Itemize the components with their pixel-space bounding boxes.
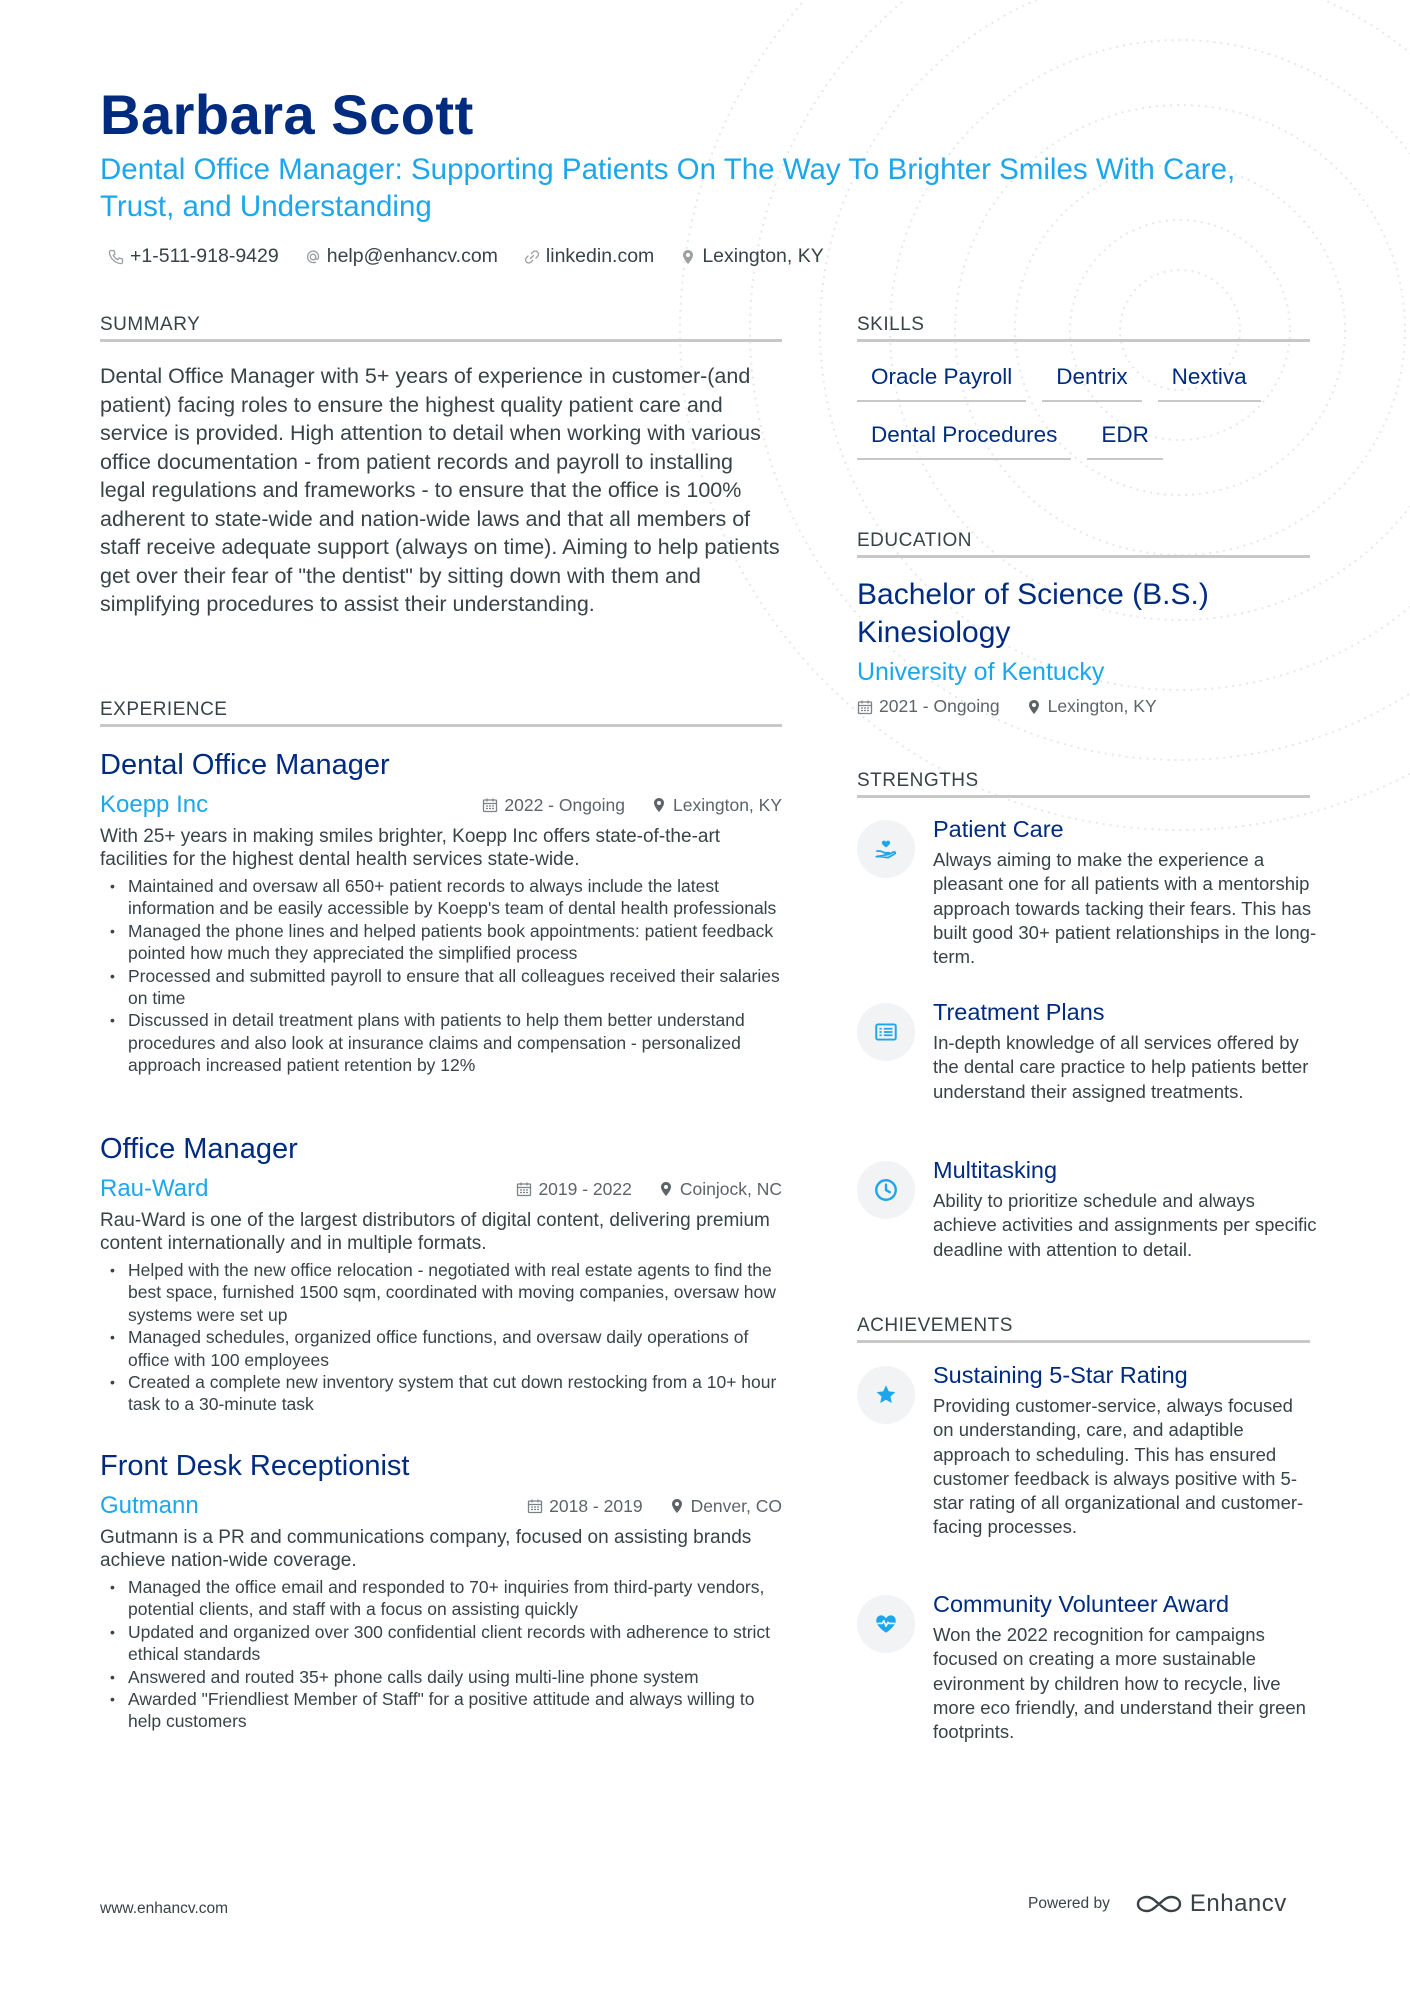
bullet-item: • Updated and organized over 300 confidential client records with adherence to strict ethical standards <box>100 1621 782 1666</box>
strength-title: Treatment Plans <box>933 999 1105 1025</box>
skills-heading: SKILLS <box>857 314 925 335</box>
calendar-icon <box>527 1498 543 1514</box>
bullet-item: • Managed the office email and responded to 70+ inquiries from third-party vendors, potential clients, and staff with a focus on assisting quickly <box>100 1576 782 1621</box>
achievements-divider <box>857 1340 1310 1343</box>
experience-divider <box>100 724 782 727</box>
brand-logo[interactable] <box>1136 1890 1287 1918</box>
degree-title: Bachelor of Science (B.S.) Kinesiology <box>857 578 1209 649</box>
job-bullets <box>100 875 782 1077</box>
achievements-heading: ACHIEVEMENTS <box>857 1315 1013 1336</box>
link-icon <box>524 249 540 265</box>
job-header-row <box>100 789 782 821</box>
school-name: University of Kentucky <box>857 658 1105 686</box>
achievement-item <box>857 1589 1317 1744</box>
job-location-text: Lexington, KY <box>673 794 782 815</box>
bullet-item: • Awarded "Friendliest Member of Staff" for a positive attitude and always willing to help customers <box>100 1688 782 1733</box>
summary-divider <box>100 339 782 342</box>
strength-body <box>933 814 1317 969</box>
achievement-title: Sustaining 5-Star Rating <box>933 1362 1188 1388</box>
job-location <box>669 1496 782 1517</box>
contact-location-text: Lexington, KY <box>702 245 824 267</box>
strength-icon-wrap <box>857 1003 915 1061</box>
job-dates-text: 2019 - 2022 <box>538 1178 632 1199</box>
strengths-heading: STRENGTHS <box>857 770 979 791</box>
company-name: Koepp Inc <box>100 791 209 818</box>
enhancv-logo-icon <box>1136 1892 1182 1916</box>
brand-name: Enhancv <box>1189 1890 1287 1917</box>
education-dates <box>857 696 1000 717</box>
location-icon <box>658 1181 674 1197</box>
strength-body <box>933 997 1317 1104</box>
achievement-icon-wrap <box>857 1366 915 1424</box>
company-description: With 25+ years in making smiles brighter, Koepp Inc offers state-of-the-art facilities for the highest dental health services state-wide. <box>100 826 721 870</box>
skill-tag: Dentrix <box>1042 364 1141 402</box>
contact-linkedin[interactable] <box>524 245 654 268</box>
job-location-text: Denver, CO <box>690 1495 782 1516</box>
job-dates <box>516 1179 631 1200</box>
footer-branding <box>1028 1890 1287 1918</box>
job-meta <box>482 795 782 816</box>
bullet-item: • Processed and submitted payroll to ensure that all colleagues received their salaries on time <box>100 965 782 1010</box>
achievement-body <box>933 1360 1317 1540</box>
location-icon <box>1026 699 1042 715</box>
education-dates-text: 2021 - Ongoing <box>879 696 1000 716</box>
strength-text: In-depth knowledge of all services offered by the dental care practice to help patients better understand their assigned treatments. <box>933 1032 1309 1102</box>
summary-heading: SUMMARY <box>100 314 201 335</box>
job-meta <box>516 1179 782 1200</box>
job-entry <box>100 747 782 1077</box>
strength-text: Ability to prioritize schedule and always achieve activities and assignments per specific deadline with attention to detail. <box>933 1190 1317 1260</box>
strength-item <box>857 997 1317 1104</box>
bullet-item: • Helped with the new office relocation - negotiated with real estate agents to find the best space, furnished 1500 sqm, coordinated with moving companies, oversaw how systems were set up <box>100 1259 782 1326</box>
achievement-title: Community Volunteer Award <box>933 1591 1230 1617</box>
skills-list <box>857 364 1317 480</box>
job-dates-text: 2022 - Ongoing <box>504 794 626 815</box>
education-divider <box>857 555 1310 558</box>
job-location <box>651 795 782 816</box>
job-entry <box>100 1131 782 1416</box>
job-title: Front Desk Receptionist <box>100 1450 410 1482</box>
strength-title: Patient Care <box>933 816 1064 842</box>
job-location <box>658 1179 782 1200</box>
education-location <box>1026 696 1157 717</box>
achievement-icon-wrap <box>857 1595 915 1653</box>
location-icon <box>651 797 667 813</box>
job-location-text: Coinjock, NC <box>679 1178 782 1199</box>
skill-tag: Oracle Payroll <box>857 364 1026 402</box>
strength-item <box>857 1155 1317 1262</box>
education-heading: EDUCATION <box>857 530 972 551</box>
achievement-text: Providing customer-service, always focused on understanding, care, and adaptible approach to scheduling. This has ensured customer feedback is always positive with 5-star rating of all organizational and customer-facing processes. <box>933 1395 1304 1538</box>
skills-row <box>857 364 1317 402</box>
strength-icon-wrap <box>857 820 915 878</box>
at-icon <box>305 249 321 265</box>
clock-icon <box>873 1177 899 1203</box>
heartbeat-icon <box>873 1611 899 1637</box>
strengths-divider <box>857 795 1310 798</box>
bullet-item: • Created a complete new inventory system that cut down restocking from a 10+ hour task to a 30-minute task <box>100 1371 782 1416</box>
skill-tag: Dental Procedures <box>857 422 1071 460</box>
calendar-icon <box>482 797 498 813</box>
contact-bar <box>108 245 824 268</box>
calendar-icon <box>857 699 873 715</box>
summary-text: Dental Office Manager with 5+ years of experience in customer-(and patient) facing roles to ensure the highest quality patient care and service is provided. High attention to detail when working with various office documentation - from patient records and payroll to installing legal regulations and frameworks - to ensure that the office is 100% adherent to state-wide and nation-wide laws and that all members of staff receive adequate support (always on time). Aiming to help patients get over their fear of "the dentist" by sitting down with them and simplifying procedures to assist their understanding. <box>100 364 780 616</box>
job-header-row <box>100 1490 782 1522</box>
contact-email[interactable] <box>305 245 498 268</box>
skills-divider <box>857 339 1310 342</box>
bullet-item: • Managed the phone lines and helped patients book appointments: patient feedback pointed how much they appreciated the simplified process <box>100 920 782 965</box>
experience-heading: EXPERIENCE <box>100 699 228 720</box>
strength-item <box>857 814 1317 969</box>
bullet-item: • Managed schedules, organized office functions, and oversaw daily operations of office with 100 employees <box>100 1326 782 1371</box>
achievement-text: Won the 2022 recognition for campaigns focused on creating a more sustainable evironment by children how to recycle, live more eco friendly, and understand their green footprints. <box>933 1624 1306 1743</box>
contact-phone-text: +1-511-918-9429 <box>130 245 279 267</box>
location-icon <box>669 1498 685 1514</box>
contact-phone[interactable] <box>108 245 279 268</box>
contact-location <box>680 245 823 268</box>
star-icon <box>873 1382 899 1408</box>
job-entry <box>100 1448 782 1733</box>
bullet-item: • Discussed in detail treatment plans with patients to help them better understand procedures and also look at insurance claims and compensation - personalized approach increased patient retention by 12% <box>100 1009 782 1076</box>
company-name: Gutmann <box>100 1492 199 1519</box>
job-dates <box>482 795 625 816</box>
skills-row <box>857 422 1317 460</box>
bullet-item: • Maintained and oversaw all 650+ patient records to always include the latest information and be easily accessible by Koepp's team of dental health professionals <box>100 875 782 920</box>
headline: Dental Office Manager: Supporting Patients On The Way To Brighter Smiles With Care, Trust, and Understanding <box>100 153 1236 223</box>
job-title: Office Manager <box>100 1133 298 1165</box>
achievement-body <box>933 1589 1317 1744</box>
contact-linkedin-text: linkedin.com <box>545 245 655 267</box>
bullet-item: • Answered and routed 35+ phone calls daily using multi-line phone system <box>100 1666 782 1688</box>
location-icon <box>680 249 696 265</box>
achievement-item <box>857 1360 1317 1540</box>
strength-title: Multitasking <box>933 1157 1058 1183</box>
job-dates <box>527 1496 642 1517</box>
powered-by-label: Powered by <box>1028 1895 1110 1912</box>
footer-website[interactable]: www.enhancv.com <box>100 1900 229 1917</box>
education-location-text: Lexington, KY <box>1047 696 1157 716</box>
strength-text: Always aiming to make the experience a pleasant one for all patients with a mentorship approach towards tacking their fears. This has built good 30+ patient relationships in the long-term. <box>933 849 1317 968</box>
skill-tag: Nextiva <box>1158 364 1261 402</box>
hand-heart-icon <box>873 836 899 862</box>
candidate-name: Barbara Scott <box>100 83 474 146</box>
calendar-icon <box>516 1181 532 1197</box>
strength-body <box>933 1155 1317 1262</box>
job-bullets <box>100 1259 782 1416</box>
job-bullets <box>100 1576 782 1733</box>
job-meta <box>527 1496 782 1517</box>
education-meta <box>857 696 1157 717</box>
company-description: Gutmann is a PR and communications company, focused on assisting brands achieve nation-wide coverage. <box>100 1527 752 1571</box>
contact-email-text: help@enhancv.com <box>326 245 498 267</box>
job-header-row <box>100 1173 782 1205</box>
skill-tag: EDR <box>1087 422 1163 460</box>
list-card-icon <box>873 1019 899 1045</box>
company-name: Rau-Ward <box>100 1175 209 1202</box>
strength-icon-wrap <box>857 1161 915 1219</box>
job-title: Dental Office Manager <box>100 749 390 781</box>
job-dates-text: 2018 - 2019 <box>549 1495 643 1516</box>
company-description: Rau-Ward is one of the largest distributors of digital content, delivering premium content internationally and in multiple formats. <box>100 1210 770 1254</box>
phone-icon <box>108 249 124 265</box>
